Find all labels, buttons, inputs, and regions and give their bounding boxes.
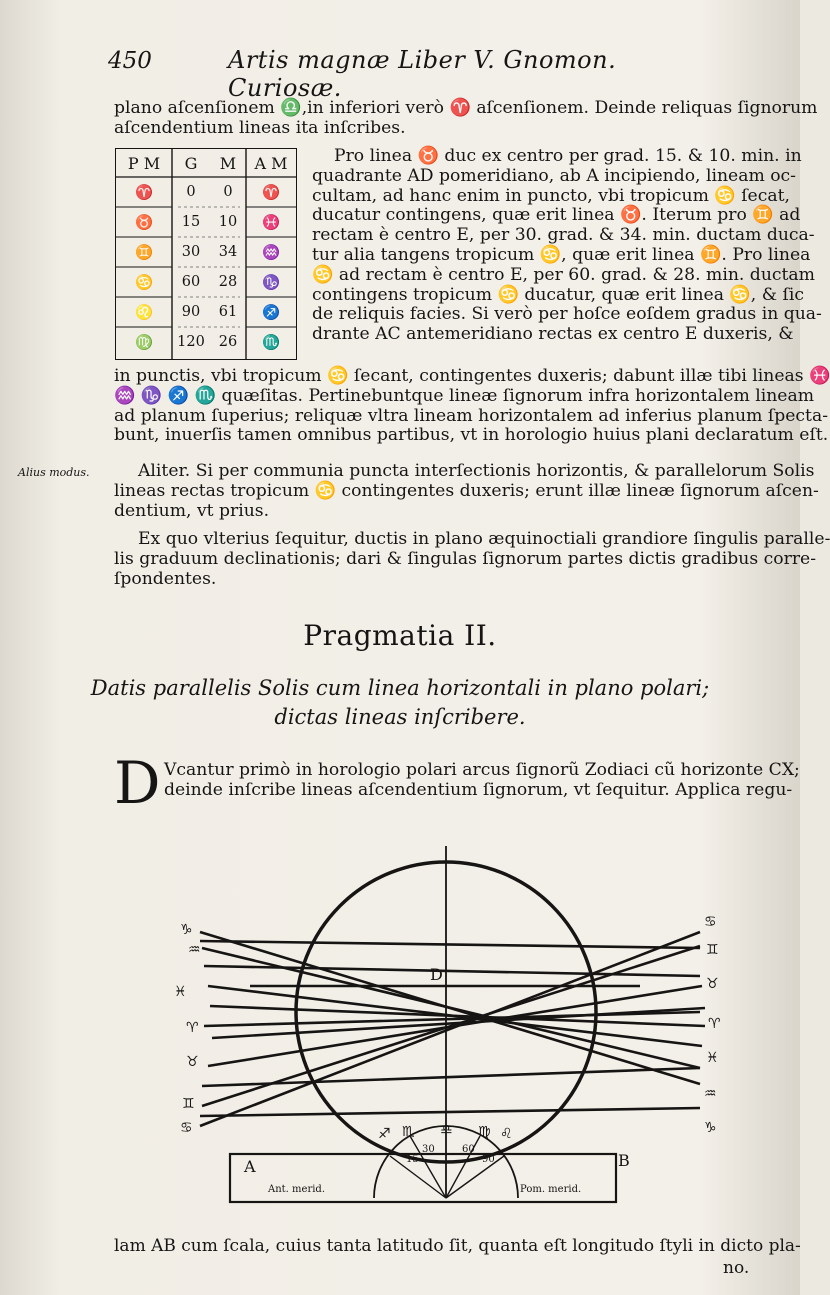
- text-line: cultam, ad hanc enim in puncto, vbi tropicum ♋ ſecat,: [312, 185, 790, 206]
- polar-dial-figure: [160, 836, 740, 1213]
- text-line: lineas rectas tropicum ♋ contingentes duxeris; erunt illæ lineæ ſignorum aſcen-: [114, 480, 819, 501]
- table-cell: ♊: [134, 244, 154, 261]
- sign-lines: [200, 932, 705, 1126]
- text-line: dentium, vt prius.: [114, 500, 270, 521]
- inner-sign-label: ♎: [440, 1122, 453, 1138]
- text-line: ♋ ad rectam è centro E, per 60. grad. & 28. min. ductam: [312, 264, 815, 285]
- section-subtitle: dictas lineas inſcribere.: [274, 705, 526, 729]
- table-cell: 90: [181, 304, 201, 320]
- table-header-pm: P M: [127, 153, 161, 173]
- page-header: [108, 44, 668, 102]
- section-subtitle: Datis parallelis Solis cum linea horizontali in plano polari;: [90, 676, 710, 700]
- table-cell: 34: [218, 244, 238, 260]
- declination-table: [115, 148, 297, 360]
- table-header-m: M: [219, 153, 237, 173]
- text-line: Ex quo vlterius ſequitur, ductis in plano æquinoctiali grandiore ſingulis paralle-: [138, 529, 830, 549]
- text-line: Vcantur primò in horologio polari arcus ſignorũ Zodiaci cũ horizonte CX;: [164, 760, 800, 780]
- table-header-g: G: [184, 153, 198, 173]
- text-line: ducatur contingens, quæ erit linea ♉. Iterum pro ♊ ad: [312, 205, 801, 226]
- text-line: in punctis, vbi tropicum ♋ ſecant, contingentes duxeris; dabunt illæ tibi lineas ♓: [114, 366, 830, 386]
- text-line: aſcendentium lineas ita inſcribes.: [114, 117, 406, 138]
- text-line: Aliter. Si per communia puncta interſectionis horizontis, & parallelorum Solis: [138, 461, 815, 481]
- table-cell: ♒: [261, 244, 281, 261]
- text-line: lis graduum declinationis; dari & ſingulas ſignorum partes dictis gradibus corre-: [114, 548, 817, 569]
- text-line: plano aſcenſionem ♎,in inferiori verò ♈ aſcenſionem. Deinde reliquas ſignorum: [114, 98, 818, 118]
- right-sign-label: ♓: [706, 1050, 719, 1066]
- table-cell: ♍: [134, 334, 154, 351]
- left-sign-label: ♈: [186, 1020, 199, 1036]
- protractor-mark: 90: [482, 1154, 495, 1165]
- table-cell: 28: [218, 274, 238, 290]
- table-cell: ♈: [261, 184, 281, 201]
- right-box-label: Pom. merid.: [520, 1184, 582, 1195]
- running-title: Artis magnæ Liber V. Gnomon. Curiosæ.: [228, 46, 617, 102]
- protractor-mark: 15: [406, 1154, 419, 1165]
- table-cell: ♉: [134, 214, 154, 231]
- bottom-text-line: lam AB cum ſcala, cuius tanta latitudo ſit, quanta eſt longitudo ſtyli in dicto pla-: [114, 1236, 801, 1256]
- drop-cap: D: [114, 749, 161, 817]
- right-sign-label: ♑: [704, 1120, 717, 1136]
- table-cell: 60: [181, 274, 201, 290]
- table-cell: ♐: [261, 304, 281, 321]
- table-cell: ♏: [261, 334, 281, 351]
- left-sign-label: ♒: [188, 942, 201, 958]
- table-cell: ♑: [261, 274, 281, 291]
- corner-label-a: A: [244, 1157, 256, 1176]
- text-line: quadrante AD pomeridiano, ab A incipiendo, lineam oc-: [312, 165, 796, 186]
- full-width-paragraph: [114, 366, 830, 446]
- center-label: D: [430, 965, 443, 984]
- right-sign-label: ♒: [704, 1086, 717, 1102]
- body-paragraph: [164, 760, 800, 801]
- left-sign-label: ♑: [180, 922, 193, 938]
- table-cell: 120: [177, 334, 205, 350]
- aliter-paragraph: [114, 461, 819, 521]
- protractor-mark: 30: [422, 1144, 435, 1155]
- conclusion-paragraph: [114, 529, 830, 589]
- right-sign-label: ♊: [706, 942, 719, 958]
- left-sign-label: ♋: [180, 1120, 193, 1136]
- text-line: bunt, inuerſis tamen omnibus partibus, vt in horologio huius plani declaratum eſt.: [114, 425, 829, 446]
- table-header-am: A M: [254, 153, 288, 173]
- text-line: de reliquis facies. Si verò per hoſce eoſdem gradus in qua-: [312, 304, 822, 325]
- inner-sign-label: ♌: [500, 1126, 513, 1142]
- text-line: rectam è centro E, per 30. grad. & 34. min. ductam duca-: [312, 225, 815, 246]
- inner-sign-label: ♏: [402, 1124, 415, 1140]
- text-line: Pro linea ♉ duc ex centro per grad. 15. & 10. min. in: [334, 146, 802, 166]
- figure-drawing: [160, 836, 740, 1213]
- text-line: tur alia tangens tropicum ♋, quæ erit linea ♊. Pro linea: [312, 244, 811, 265]
- text-line: drante AC antemeridiano rectas ex centro E duxeris, &: [312, 324, 794, 345]
- intro-paragraph: [114, 98, 818, 139]
- left-sign-label: ♊: [182, 1096, 195, 1112]
- right-sign-label: ♈: [708, 1016, 721, 1032]
- inner-sign-label: ♐: [378, 1126, 391, 1142]
- table-cell: 10: [218, 214, 238, 230]
- left-sign-label: ♉: [186, 1054, 199, 1070]
- text-line: ♒ ♑ ♐ ♏ quæſitas. Pertinebuntque lineæ ſignorum infra horizontalem lineam: [114, 385, 815, 406]
- protractor-mark: 60: [462, 1144, 475, 1155]
- table-cell: 30: [181, 244, 201, 260]
- catchword: no.: [723, 1258, 750, 1278]
- text-line: deinde inſcribe lineas aſcendentium ſignorum, vt ſequitur. Applica regu-: [164, 779, 793, 800]
- inner-sign-label: ♍: [478, 1124, 491, 1140]
- right-sign-label: ♉: [706, 976, 719, 992]
- section-title: Pragmatia II.: [303, 619, 497, 652]
- table-cell: 61: [218, 304, 238, 320]
- table-cell: ♌: [134, 304, 154, 321]
- table-cell: 0: [223, 184, 233, 200]
- table-cell: 15: [181, 214, 201, 230]
- text-line: ad planum ſuperius; reliquæ vltra lineam horizontalem ad inferius planum ſpecta-: [114, 405, 829, 426]
- corner-label-b: B: [618, 1151, 630, 1170]
- left-box-label: Ant. merid.: [268, 1184, 325, 1195]
- page-number: 450: [108, 48, 152, 74]
- right-column-paragraph: [312, 146, 822, 345]
- table-cell: ♈: [134, 184, 154, 201]
- table-cell: 0: [186, 184, 196, 200]
- table-cell: ♋: [134, 274, 154, 291]
- right-sign-label: ♋: [704, 914, 717, 930]
- margin-note: Alius modus.: [18, 466, 90, 479]
- text-line: contingens tropicum ♋ ducatur, quæ erit linea ♋, & ſic: [312, 284, 804, 305]
- table-cell: 26: [218, 334, 238, 350]
- left-sign-label: ♓: [174, 984, 187, 1000]
- table-cell: ♓: [261, 214, 281, 231]
- text-line: ſpondentes.: [114, 568, 217, 589]
